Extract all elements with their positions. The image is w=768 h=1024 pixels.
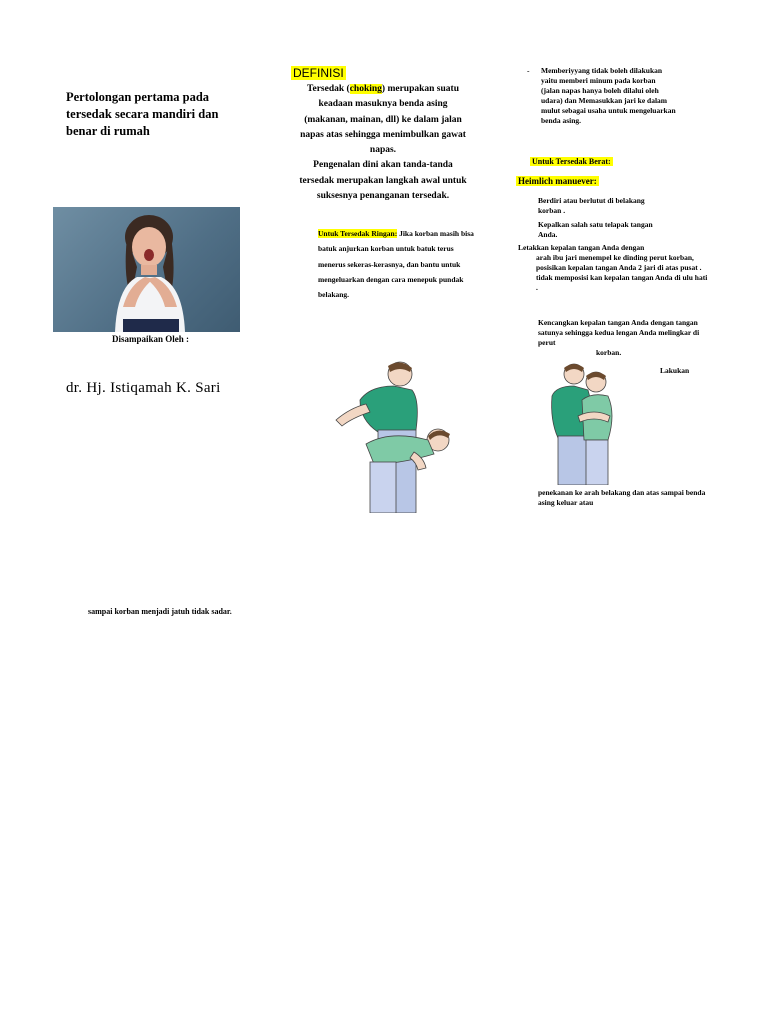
heimlich-step-4-end: korban. — [596, 348, 622, 357]
heimlich-step-3 — [518, 243, 708, 293]
definition-recognition: Pengenalan dini akan tanda-tanda tersedak merupakan langkah awal untuk suksesnya penanganan tersedak. — [299, 160, 467, 202]
brochure-title: Pertolongan pertama pada tersedak secara mandiri dan benar di rumah — [66, 90, 219, 138]
definition-line1-suffix: ) merupakan suatu keadaan masuknya benda asing (makanan, mainan, dll) ke dalam jalan napas atas sehingga menimbulkan gawat napas. — [300, 84, 466, 156]
heimlich-heading: Heimlich manuever: — [518, 176, 597, 186]
back-blows-illustration — [330, 360, 460, 513]
heimlich-step-4 — [538, 318, 708, 358]
definition-line1-prefix: Tersedak ( — [307, 84, 350, 94]
col1-bottom-text: sampai korban menjadi jatuh tidak sadar. — [88, 607, 232, 616]
presented-by-label: Disampaikan Oleh : — [112, 334, 190, 344]
choking-girl-photo — [53, 207, 240, 332]
heimlich-step-4-main: Kencangkan kepalan tangan Anda dengan tangan satunya sehingga kedua lengan Anda melingkar di perut — [538, 318, 700, 347]
definition-body — [298, 82, 468, 204]
heimlich-step-5: Lakukan — [660, 366, 690, 375]
light-choking-paragraph — [318, 226, 476, 302]
col3-bottom-text: penekanan ke arah belakang dan atas sampai benda asing keluar atau — [538, 488, 706, 507]
list-dash: - — [527, 66, 530, 75]
warning-text: Memberiyyang tidak boleh dilakukan yaitu memberi minum pada korban (jalan napas hanya boleh dilalui oleh udara) dan Memasukkan jari ke dalam mulut sebagai usaha untuk mengeluarkan benda asing. — [541, 66, 676, 125]
heimlich-step-2: Kepalkan salah satu telapak tangan Anda. — [538, 220, 653, 239]
heimlich-step-3-rest: arah ibu jari menempel ke dinding perut korban, posisikan kepalan tangan Anda 2 jari di atas pusat . tidak memposisi kan kepalan tangan Anda di ulu hati . — [536, 253, 708, 292]
heimlich-illustration — [538, 360, 628, 485]
choking-term: choking — [349, 84, 382, 94]
heimlich-step-3-first-line: Letakkan kepalan tangan Anda dengan — [518, 243, 645, 252]
light-choking-text: Jika korban masih bisa batuk anjurkan korban untuk batuk terus menerus sekeras-kerasnya, dan bantu untuk mengeluarkan dengan cara menepuk pundak belakang. — [318, 229, 474, 300]
definition-heading: DEFINISI — [293, 66, 344, 80]
warning-list-item — [527, 66, 676, 126]
author-name: dr. Hj. Istiqamah K. Sari — [66, 380, 221, 396]
light-choking-label: Untuk Tersedak Ringan: — [318, 229, 398, 238]
severe-choking-heading: Untuk Tersedak Berat: — [532, 157, 611, 166]
heimlich-step-1: Berdiri atau berlutut di belakang korban . — [538, 196, 645, 215]
